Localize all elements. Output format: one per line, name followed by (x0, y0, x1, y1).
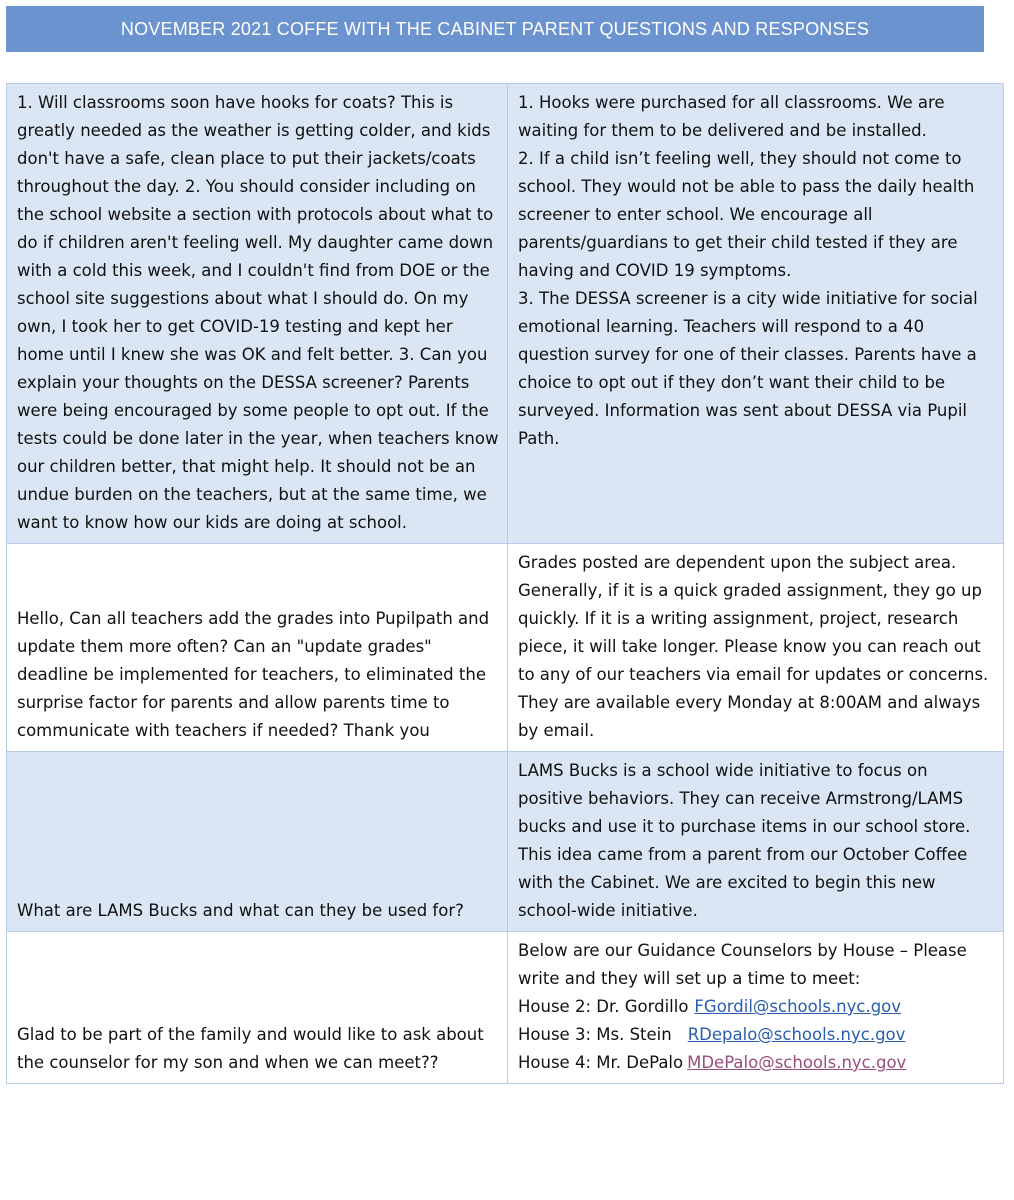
table-row (7, 752, 1004, 932)
question-cell: 1. Will classrooms soon have hooks for coats? This is greatly needed as the weather is getting colder, and kids don't have a safe, clean place to put their jackets/coats throughout the day. 2. You should consider including on the school website a section with protocols about what to do if children aren't feeling well. My daughter came down with a cold this week, and I couldn't find from DOE or the school site suggestions about what I should do. On my own, I took her to get COVID-19 testing and kept her home until I knew she was OK and felt better. 3. Can you explain your thoughts on the DESSA screener? Parents were being encouraged by some people to opt out. If the tests could be done later in the year, when teachers know our children better, that might help. It should not be an undue burden on the teachers, but at the same time, we want to know how our kids are doing at school. (7, 84, 508, 544)
answer-cell (508, 932, 1004, 1084)
qa-table (6, 83, 1004, 1084)
question-cell: Glad to be part of the family and would like to ask about the counselor for my son and when we can meet?? (7, 932, 508, 1084)
answer-cell: LAMS Bucks is a school wide initiative to focus on positive behaviors. They can receive Armstrong/LAMS bucks and use it to purchase items in our school store. This idea came from a parent from our October Coffee with the Cabinet. We are excited to begin this new school-wide initiative. (508, 752, 1004, 932)
question-cell: Hello, Can all teachers add the grades into Pupilpath and update them more often? Can an "update grades" deadline be implemented for teachers, to eliminated the surprise factor for parents and allow parents time to communicate with teachers if needed? Thank you (7, 544, 508, 752)
table-row (7, 932, 1004, 1084)
document-title: NOVEMBER 2021 COFFE WITH THE CABINET PARENT QUESTIONS AND RESPONSES (6, 6, 984, 52)
answer-line: 2. If a child isn’t feeling well, they should not come to school. They would not be able to pass the daily health screener to enter school. We encourage all parents/guardians to get their child tested if they are having and COVID 19 symptoms. (518, 149, 975, 280)
counselor-label: House 4: Mr. DePalo (518, 1053, 684, 1072)
counselor-email-link[interactable]: RDepalo@schools.nyc.gov (687, 1025, 906, 1044)
table-row (7, 84, 1004, 544)
counselor-intro: Below are our Guidance Counselors by House – Please write and they will set up a time to meet: (518, 941, 967, 988)
counselor-entry (518, 1049, 995, 1077)
counselor-label: House 3: Ms. Stein (518, 1025, 672, 1044)
counselor-email-link[interactable]: MDePalo@schools.nyc.gov (687, 1053, 907, 1072)
answer-cell: Grades posted are dependent upon the subject area. Generally, if it is a quick graded assignment, they go up quickly. If it is a writing assignment, project, research piece, it will take longer. Please know you can reach out to any of our teachers via email for updates or concerns. They are available every Monday at 8:00AM and always by email. (508, 544, 1004, 752)
answer-line: 3. The DESSA screener is a city wide initiative for social emotional learning. Teachers will respond to a 40 question survey for one of their classes. Parents have a choice to opt out if they don’t want their child to be surveyed. Information was sent about DESSA via Pupil Path. (518, 289, 978, 448)
counselor-entry (518, 993, 995, 1021)
counselor-entry (518, 1021, 995, 1049)
answer-cell (508, 84, 1004, 544)
table-row (7, 544, 1004, 752)
answer-line: 1. Hooks were purchased for all classrooms. We are waiting for them to be delivered and be installed. (518, 93, 945, 140)
question-cell: What are LAMS Bucks and what can they be used for? (7, 752, 508, 932)
counselor-email-link[interactable]: FGordil@schools.nyc.gov (694, 997, 902, 1016)
counselor-label: House 2: Dr. Gordillo (518, 997, 689, 1016)
